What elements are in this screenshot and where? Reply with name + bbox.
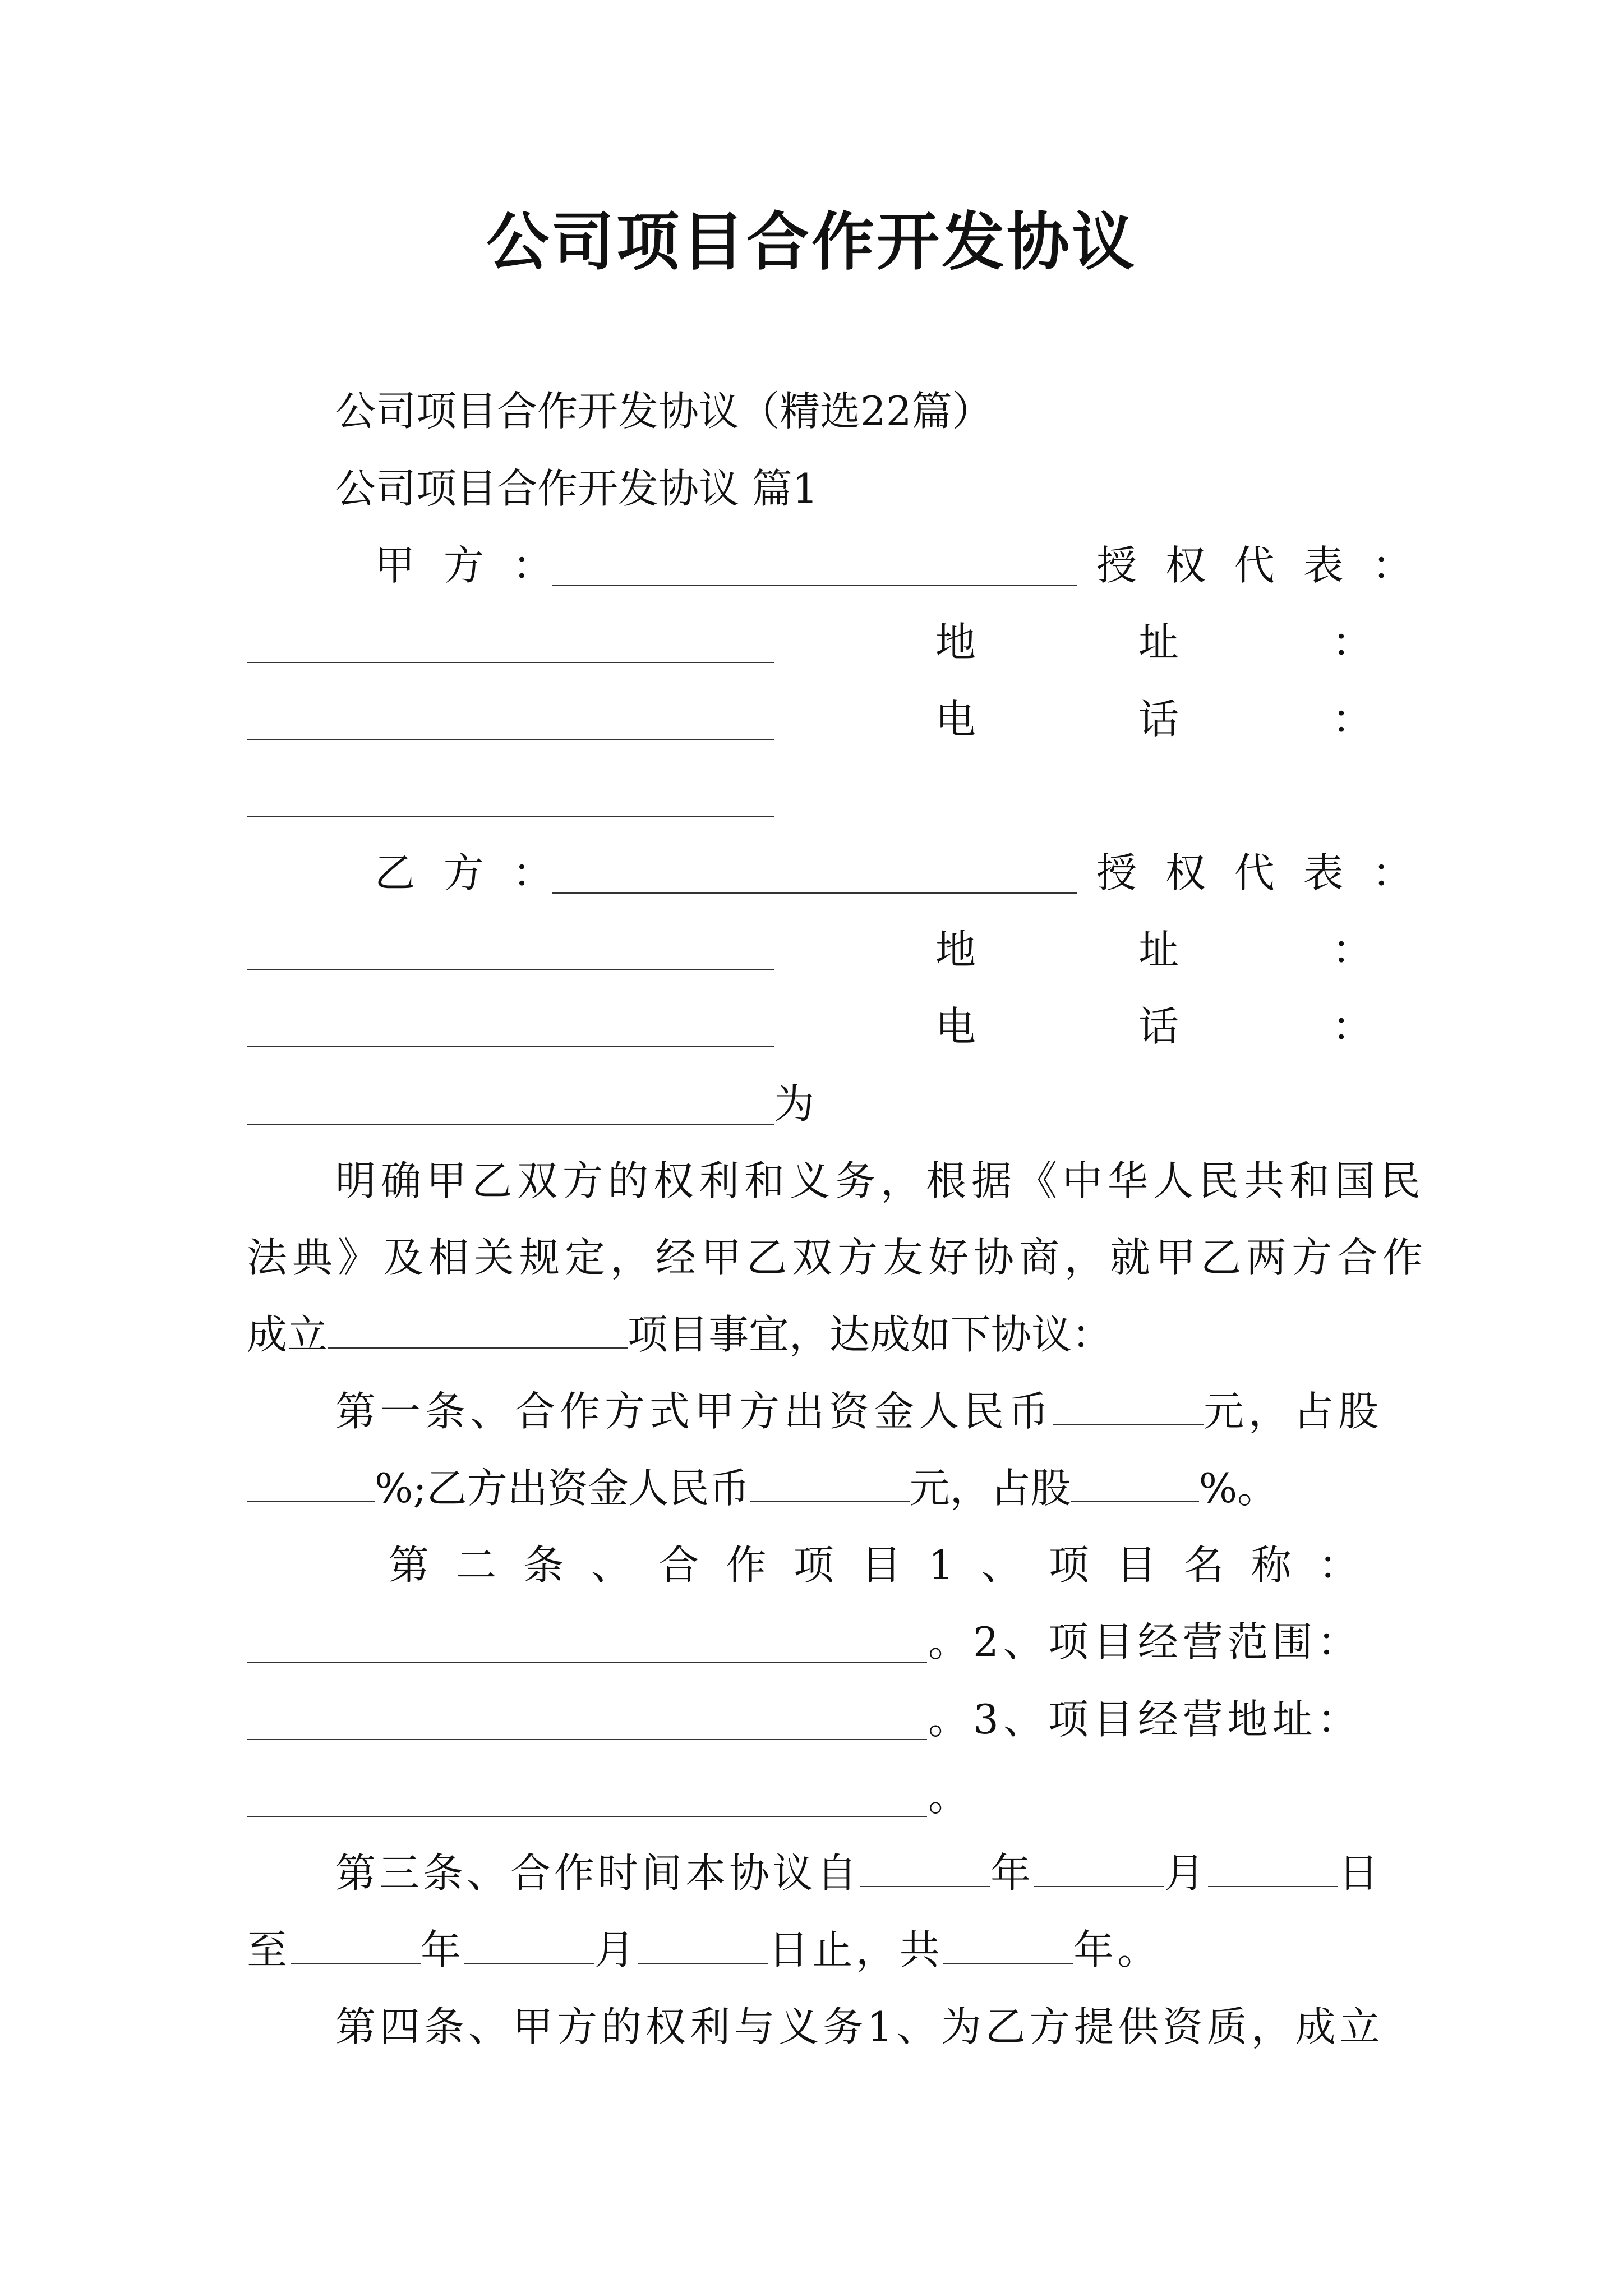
article3-line-2 [247, 1923, 1161, 1977]
article1-l2-c: %。 [1198, 1465, 1278, 1512]
start-day-blank [1208, 1852, 1338, 1887]
article3-l2-d: 日止，共 [768, 1926, 944, 1973]
article1-l2-b: 元，占股 [909, 1465, 1071, 1512]
article2-line-2: 。2、项目经营范围： [928, 1618, 1362, 1665]
party-b-address-colon: ： [1332, 926, 1373, 973]
party-a-address-char-1: 地 [935, 619, 976, 666]
article3-l1-d: 日 [1338, 1849, 1382, 1897]
a2-char: 目 [861, 1542, 902, 1589]
intro-line-2: 法典》及相关规定，经甲乙双方友好协商，就甲乙两方合作 [247, 1234, 1428, 1281]
a2-char: 、 [981, 1542, 1022, 1589]
article2-line-4: 。 [928, 1773, 969, 1820]
intro-line-1: 明确甲乙双方的权利和义务，根据《中华人民共和国民 [335, 1157, 1426, 1204]
article3-l1-b: 年 [990, 1849, 1035, 1897]
article3-line-1 [335, 1846, 1382, 1900]
intro-line-3-b: 项目事宜，达成如下协议： [628, 1311, 1113, 1358]
party-b-rep-blank [247, 969, 774, 970]
party-b-amount-blank [750, 1467, 910, 1502]
party-b-name-blank [552, 892, 1077, 894]
document-title: 公司项目合作开发协议 [486, 205, 1137, 279]
party-a-label: 甲 方 ： [375, 542, 561, 589]
article3-l1-c: 月 [1164, 1849, 1209, 1897]
article1-line-2 [247, 1461, 1278, 1515]
a2-char: 1 [928, 1542, 955, 1589]
article3-l1-a: 第三条、合作时间本协议自 [335, 1849, 861, 1897]
a2-char: 作 [726, 1542, 767, 1589]
intro-line-3-a: 成立 [247, 1311, 328, 1358]
article3-l2-e: 年。 [1073, 1926, 1161, 1973]
project-name-blank [328, 1314, 628, 1349]
party-b-phone-char-2: 话 [1138, 1003, 1179, 1050]
party-b-phone-colon: ： [1332, 1003, 1373, 1050]
party-b-phone-blank [247, 1124, 774, 1125]
a2-char: ： [1318, 1542, 1359, 1589]
party-a-address-colon: ： [1332, 619, 1373, 666]
article1-l1-b: 元，占股 [1204, 1388, 1384, 1435]
party-a-rep-label: 授 权 代 表 ： [1096, 542, 1421, 589]
party-a-amount-blank [1053, 1391, 1204, 1425]
party-a-name-blank [552, 585, 1077, 586]
article2-line-1 [389, 1538, 1359, 1592]
project-name-field-blank [247, 1662, 927, 1663]
party-b-address-char-1: 地 [935, 926, 976, 973]
party-a-phone-blank [247, 816, 774, 817]
article1-line-1 [335, 1384, 1383, 1438]
article4-line-1: 第四条、甲方的权利与义务1、为乙方提供资质，成立 [335, 2003, 1384, 2050]
party-b-label: 乙 方 ： [375, 849, 561, 896]
party-b-share-blank [1071, 1467, 1199, 1502]
article3-l2-c: 月 [594, 1926, 639, 1973]
party-a-phone-char-2: 话 [1138, 696, 1179, 743]
party-a-phone-char-1: 电 [935, 696, 976, 743]
a2-char: 条 [523, 1542, 564, 1589]
a2-char: 名 [1183, 1542, 1224, 1589]
a2-char: 目 [1116, 1542, 1157, 1589]
end-month-blank [464, 1929, 594, 1964]
party-a-address-char-2: 址 [1138, 619, 1179, 666]
party-a-address-blank [247, 739, 774, 740]
end-year-blank [291, 1929, 421, 1964]
a2-char: 、 [591, 1542, 631, 1589]
party-a-phone-colon: ： [1332, 696, 1373, 743]
a2-char: 第 [389, 1542, 430, 1589]
party-b-trailing-word: 为 [774, 1080, 815, 1128]
party-b-phone-char-1: 电 [935, 1003, 976, 1050]
intro-line-3 [247, 1308, 1112, 1361]
a2-char: 称 [1251, 1542, 1292, 1589]
article1-l1-a: 第一条、合作方式甲方出资金人民币 [335, 1388, 1054, 1435]
party-b-address-blank [247, 1046, 774, 1047]
a2-char: 项 [1048, 1542, 1089, 1589]
business-scope-blank [247, 1739, 927, 1740]
start-month-blank [1034, 1852, 1164, 1887]
party-a-rep-blank [247, 662, 774, 663]
a2-char: 项 [793, 1542, 834, 1589]
total-years-blank [943, 1929, 1073, 1964]
party-b-address-char-2: 址 [1138, 926, 1179, 973]
business-address-blank [247, 1816, 927, 1817]
end-day-blank [638, 1929, 768, 1964]
article3-l2-a: 至 [247, 1926, 291, 1973]
document-subtitle: 公司项目合作开发协议（精选22篇） [335, 388, 993, 435]
a2-char: 合 [658, 1542, 699, 1589]
start-year-blank [860, 1852, 990, 1887]
article3-l2-b: 年 [421, 1926, 465, 1973]
a2-char: 二 [456, 1542, 497, 1589]
party-b-rep-label: 授 权 代 表 ： [1096, 849, 1421, 896]
party-a-share-blank [247, 1467, 375, 1502]
section-heading: 公司项目合作开发协议 篇1 [335, 465, 818, 512]
article2-line-3: 。3、项目经营地址： [928, 1696, 1362, 1743]
article1-l2-a: %;乙方出资金人民币 [375, 1465, 750, 1512]
